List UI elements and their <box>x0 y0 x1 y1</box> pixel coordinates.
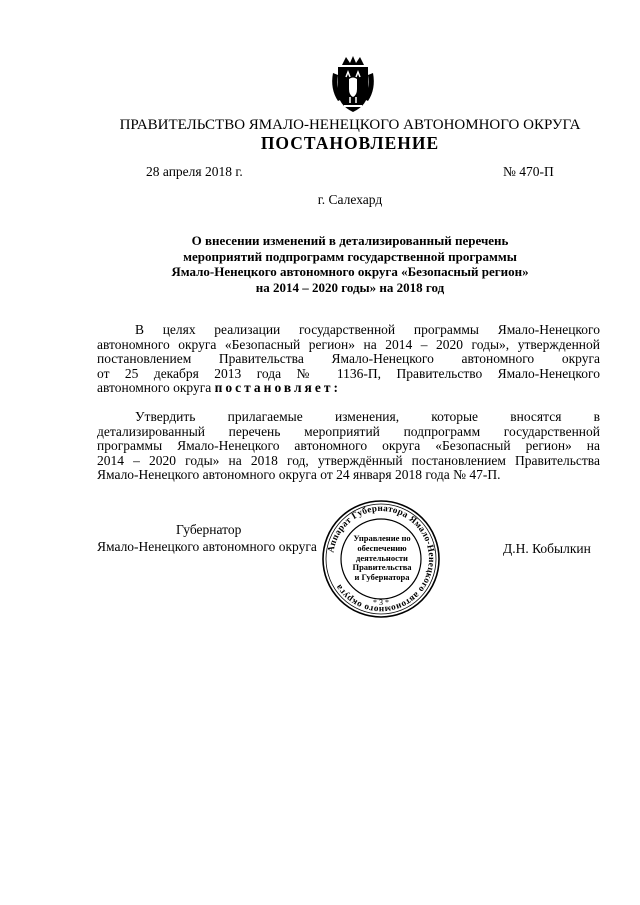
stamp-center-text <box>343 534 421 583</box>
paragraph-line <box>97 381 600 396</box>
title-line: на 2014 – 2020 годы» на 2018 год <box>255 279 445 295</box>
document-date: 28 апреля 2018 г. <box>146 164 243 179</box>
resolves-word: постановляет: <box>214 380 341 395</box>
document-type: ПОСТАНОВЛЕНИЕ <box>260 133 440 153</box>
coat-of-arms-icon <box>328 55 378 115</box>
stamp-line: обеспечению <box>357 542 407 553</box>
title-line: Ямало-Ненецкого автономного округа «Безопасный регион» <box>171 264 529 279</box>
document-title <box>100 233 600 295</box>
stamp-line: Правительства <box>352 562 412 573</box>
document-city: г. Салехард <box>317 192 383 207</box>
stamp-bottom-mark: * 3 * <box>373 598 389 607</box>
stamp-line: деятельности <box>356 552 408 563</box>
paragraph-resolution <box>97 410 600 483</box>
paragraph-line: программы Ямало-Ненецкого автономного округа «Безопасный регион» на <box>97 438 600 453</box>
signer-region: Ямало-Ненецкого автономного округа <box>97 539 317 554</box>
paragraph-line: В целях реализации государственной программы Ямало-Ненецкого <box>135 322 600 337</box>
paragraph-line: Ямало-Ненецкого автономного округа от 24 января 2018 года № 47-П. <box>97 467 501 482</box>
paragraph-line: постановлением Правительства Ямало-Ненецкого автономного округа <box>97 351 600 366</box>
stamp-line: и Губернатора <box>354 572 410 583</box>
paragraph-text: автономного округа <box>97 380 215 395</box>
signer-name: Д.Н. Кобылкин <box>503 541 591 556</box>
document-number: № 470-П <box>503 164 554 179</box>
paragraph-line: детализированный перечень мероприятий подпрограмм государственной <box>97 423 600 439</box>
paragraph-line: автономного округа «Безопасный регион» на 2014 – 2020 годы», утвержденной <box>97 336 600 352</box>
title-line: О внесении изменений в детализированный перечень <box>191 233 509 248</box>
signer-position: Губернатор <box>176 522 242 537</box>
paragraph-line: от 25 декабря 2013 года № 1136-П, Правительство Ямало-Ненецкого <box>97 365 600 381</box>
stamp-ring-text: Аппарат Губернатора Ямало-Ненецкого автономного округа <box>325 502 438 616</box>
title-line: мероприятий подпрограмм государственной программы <box>183 248 517 264</box>
paragraph-line: 2014 – 2020 годы» на 2018 год, утверждённый постановлением Правительства <box>97 452 600 468</box>
paragraph-line: Утвердить прилагаемые изменения, которые вносятся в <box>135 409 600 424</box>
stamp-line: Управление по <box>353 533 411 543</box>
paragraph-preamble <box>97 323 600 396</box>
organization-name: ПРАВИТЕЛЬСТВО ЯМАЛО-НЕНЕЦКОГО АВТОНОМНОГО ОКРУГА <box>119 117 581 133</box>
